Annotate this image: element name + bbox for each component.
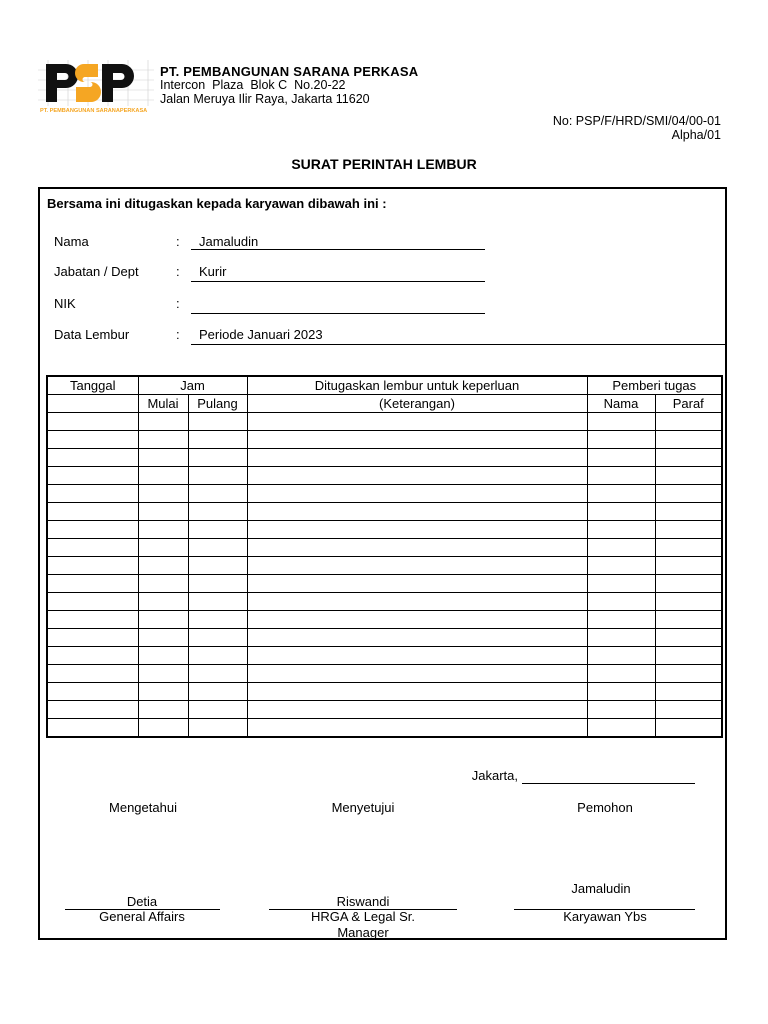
field-colon: : bbox=[176, 296, 180, 311]
table-cell[interactable] bbox=[587, 611, 655, 629]
signer-title-2: HRGA & Legal Sr. bbox=[310, 909, 416, 924]
table-cell[interactable] bbox=[47, 701, 138, 719]
table-cell[interactable] bbox=[247, 665, 587, 683]
address-line-2: Jalan Meruya Ilir Raya, Jakarta 11620 bbox=[160, 92, 370, 106]
table-cell[interactable] bbox=[47, 593, 138, 611]
table-cell[interactable] bbox=[587, 539, 655, 557]
company-logo bbox=[38, 60, 154, 114]
table-row bbox=[47, 683, 722, 701]
table-cell[interactable] bbox=[655, 449, 722, 467]
table-row bbox=[47, 431, 722, 449]
col-header-pemberi-tugas: Pemberi tugas bbox=[587, 376, 722, 395]
table-cell[interactable] bbox=[655, 557, 722, 575]
col-header-keterangan: (Keterangan) bbox=[247, 395, 587, 413]
table-cell[interactable] bbox=[188, 557, 247, 575]
field-underline bbox=[191, 344, 727, 345]
table-cell[interactable] bbox=[587, 701, 655, 719]
col-header-mulai: Mulai bbox=[138, 395, 188, 413]
table-cell[interactable] bbox=[247, 701, 587, 719]
field-value-data-lembur[interactable]: Periode Januari 2023 bbox=[199, 327, 323, 342]
table-cell[interactable] bbox=[47, 557, 138, 575]
table-cell[interactable] bbox=[138, 629, 188, 647]
signer-title-1: General Affairs bbox=[99, 909, 185, 924]
role-mengetahui: Mengetahui bbox=[109, 800, 177, 815]
table-row bbox=[47, 467, 722, 485]
table-row bbox=[47, 539, 722, 557]
table-cell[interactable] bbox=[138, 539, 188, 557]
table-cell[interactable] bbox=[138, 467, 188, 485]
table-cell[interactable] bbox=[655, 611, 722, 629]
table-body bbox=[47, 413, 722, 738]
table-cell[interactable] bbox=[188, 503, 247, 521]
table-cell[interactable] bbox=[138, 449, 188, 467]
table-cell[interactable] bbox=[47, 629, 138, 647]
table-cell[interactable] bbox=[138, 557, 188, 575]
table-cell[interactable] bbox=[247, 557, 587, 575]
table-cell[interactable] bbox=[138, 521, 188, 539]
table-row bbox=[47, 701, 722, 719]
table-cell[interactable] bbox=[655, 629, 722, 647]
table-cell[interactable] bbox=[47, 539, 138, 557]
table-cell[interactable] bbox=[188, 449, 247, 467]
place-label: Jakarta, bbox=[471, 768, 518, 783]
table-cell[interactable] bbox=[247, 467, 587, 485]
table-cell[interactable] bbox=[138, 665, 188, 683]
table-row bbox=[47, 629, 722, 647]
table-cell[interactable] bbox=[188, 575, 247, 593]
table-cell[interactable] bbox=[188, 611, 247, 629]
logo-caption: PT. PEMBANGUNAN SARANAPERKASA bbox=[40, 108, 148, 114]
date-line[interactable] bbox=[522, 783, 695, 784]
col-header-jam: Jam bbox=[138, 376, 247, 395]
table-cell[interactable] bbox=[138, 611, 188, 629]
table-cell[interactable] bbox=[138, 683, 188, 701]
table-cell[interactable] bbox=[655, 431, 722, 449]
table-cell[interactable] bbox=[138, 431, 188, 449]
table-cell[interactable] bbox=[138, 719, 188, 738]
table-cell[interactable] bbox=[247, 593, 587, 611]
table-cell[interactable] bbox=[47, 647, 138, 665]
document-revision: Alpha/01 bbox=[671, 128, 721, 142]
col-header-paraf: Paraf bbox=[655, 395, 722, 413]
table-cell[interactable] bbox=[587, 485, 655, 503]
table-cell[interactable] bbox=[188, 521, 247, 539]
field-value-jabatan[interactable]: Kurir bbox=[199, 264, 227, 279]
field-colon: : bbox=[176, 264, 180, 279]
overtime-table bbox=[46, 375, 723, 738]
table-cell[interactable] bbox=[655, 701, 722, 719]
table-row bbox=[47, 503, 722, 521]
signer-name-2: Riswandi bbox=[336, 894, 390, 909]
table-cell[interactable] bbox=[47, 521, 138, 539]
table-cell[interactable] bbox=[587, 719, 655, 738]
table-cell[interactable] bbox=[188, 467, 247, 485]
table-cell[interactable] bbox=[655, 719, 722, 738]
table-cell[interactable] bbox=[247, 503, 587, 521]
field-label-nama: Nama bbox=[54, 234, 89, 249]
table-cell[interactable] bbox=[587, 467, 655, 485]
table-cell[interactable] bbox=[247, 683, 587, 701]
signer-name-3: Jamaludin bbox=[571, 881, 631, 896]
field-colon: : bbox=[176, 327, 180, 342]
table-row bbox=[47, 647, 722, 665]
col-header-tanggal: Tanggal bbox=[47, 376, 138, 395]
table-cell[interactable] bbox=[655, 413, 722, 431]
col-header-pulang: Pulang bbox=[188, 395, 247, 413]
table-cell[interactable] bbox=[47, 611, 138, 629]
field-underline bbox=[191, 313, 485, 314]
table-cell[interactable] bbox=[247, 485, 587, 503]
table-row bbox=[47, 485, 722, 503]
table-cell[interactable] bbox=[138, 413, 188, 431]
table-cell[interactable] bbox=[587, 593, 655, 611]
table-cell[interactable] bbox=[47, 575, 138, 593]
field-label-nik: NIK bbox=[54, 296, 76, 311]
table-cell[interactable] bbox=[47, 665, 138, 683]
table-cell[interactable] bbox=[247, 647, 587, 665]
table-subheader-row bbox=[47, 395, 722, 413]
signer-name-1: Detia bbox=[126, 894, 158, 909]
table-cell[interactable] bbox=[188, 431, 247, 449]
table-cell[interactable] bbox=[47, 683, 138, 701]
table-cell[interactable] bbox=[655, 593, 722, 611]
table-cell[interactable] bbox=[655, 539, 722, 557]
table-cell[interactable] bbox=[587, 575, 655, 593]
table-row bbox=[47, 413, 722, 431]
table-cell[interactable] bbox=[247, 629, 587, 647]
document-number-block bbox=[553, 114, 721, 142]
table-cell[interactable] bbox=[587, 665, 655, 683]
table-cell[interactable] bbox=[188, 647, 247, 665]
table-cell[interactable] bbox=[47, 503, 138, 521]
table-cell[interactable] bbox=[188, 539, 247, 557]
field-underline bbox=[191, 281, 485, 282]
field-value-nama[interactable]: Jamaludin bbox=[199, 234, 259, 249]
table-row bbox=[47, 665, 722, 683]
table-cell[interactable] bbox=[587, 629, 655, 647]
table-cell[interactable] bbox=[188, 593, 247, 611]
address-line-1: Intercon Plaza Blok C No.20-22 bbox=[160, 78, 346, 92]
table-cell[interactable] bbox=[47, 449, 138, 467]
table-cell[interactable] bbox=[655, 575, 722, 593]
table-cell[interactable] bbox=[138, 701, 188, 719]
signer-title-3: Karyawan Ybs bbox=[563, 909, 647, 924]
document-number: No: PSP/F/HRD/SMI/04/00-01 bbox=[552, 114, 721, 128]
table-cell[interactable] bbox=[247, 719, 587, 738]
table-row bbox=[47, 593, 722, 611]
col-header-keperluan: Ditugaskan lembur untuk keperluan bbox=[247, 376, 587, 395]
table-cell[interactable] bbox=[247, 611, 587, 629]
table-cell[interactable] bbox=[138, 593, 188, 611]
table-cell[interactable] bbox=[655, 503, 722, 521]
signer-title-2-cont: Manager bbox=[337, 925, 389, 940]
table-cell[interactable] bbox=[188, 629, 247, 647]
table-cell[interactable] bbox=[247, 521, 587, 539]
table-cell[interactable] bbox=[47, 485, 138, 503]
table-cell[interactable] bbox=[138, 485, 188, 503]
table-header-row bbox=[47, 376, 722, 395]
field-label-data-lembur: Data Lembur bbox=[54, 327, 130, 342]
table-cell[interactable] bbox=[655, 485, 722, 503]
table-cell[interactable] bbox=[247, 449, 587, 467]
table-cell[interactable] bbox=[655, 665, 722, 683]
table-cell[interactable] bbox=[655, 467, 722, 485]
table-cell[interactable] bbox=[247, 431, 587, 449]
col-subheader-blank bbox=[47, 395, 138, 413]
table-cell[interactable] bbox=[188, 413, 247, 431]
table-cell[interactable] bbox=[47, 467, 138, 485]
table-cell[interactable] bbox=[138, 503, 188, 521]
table-row bbox=[47, 575, 722, 593]
table-cell[interactable] bbox=[47, 413, 138, 431]
table-cell[interactable] bbox=[587, 521, 655, 539]
table-row bbox=[47, 557, 722, 575]
company-address bbox=[160, 78, 370, 106]
table-cell[interactable] bbox=[587, 647, 655, 665]
table-cell[interactable] bbox=[655, 683, 722, 701]
table-cell[interactable] bbox=[47, 431, 138, 449]
table-row bbox=[47, 719, 722, 738]
field-colon: : bbox=[176, 234, 180, 249]
table-row bbox=[47, 449, 722, 467]
col-header-nama: Nama bbox=[587, 395, 655, 413]
table-row bbox=[47, 611, 722, 629]
table-cell[interactable] bbox=[138, 647, 188, 665]
field-underline bbox=[191, 249, 485, 250]
table-cell[interactable] bbox=[587, 413, 655, 431]
table-cell[interactable] bbox=[47, 719, 138, 738]
role-menyetujui: Menyetujui bbox=[331, 800, 395, 815]
intro-text: Bersama ini ditugaskan kepada karyawan dibawah ini : bbox=[47, 196, 387, 211]
table-cell[interactable] bbox=[188, 485, 247, 503]
table-cell[interactable] bbox=[587, 449, 655, 467]
table-cell[interactable] bbox=[247, 539, 587, 557]
table-cell[interactable] bbox=[188, 683, 247, 701]
table-cell[interactable] bbox=[188, 665, 247, 683]
table-cell[interactable] bbox=[188, 701, 247, 719]
table-cell[interactable] bbox=[247, 413, 587, 431]
table-cell[interactable] bbox=[655, 647, 722, 665]
table-row bbox=[47, 521, 722, 539]
table-cell[interactable] bbox=[587, 557, 655, 575]
table-cell[interactable] bbox=[587, 431, 655, 449]
table-cell[interactable] bbox=[138, 575, 188, 593]
table-cell[interactable] bbox=[587, 503, 655, 521]
field-label-jabatan: Jabatan / Dept bbox=[54, 264, 139, 279]
table-cell[interactable] bbox=[188, 719, 247, 738]
company-name: PT. PEMBANGUNAN SARANA PERKASA bbox=[160, 64, 419, 79]
role-pemohon: Pemohon bbox=[577, 800, 633, 815]
table-cell[interactable] bbox=[247, 575, 587, 593]
table-cell[interactable] bbox=[655, 521, 722, 539]
document-title: SURAT PERINTAH LEMBUR bbox=[291, 156, 477, 172]
table-cell[interactable] bbox=[587, 683, 655, 701]
